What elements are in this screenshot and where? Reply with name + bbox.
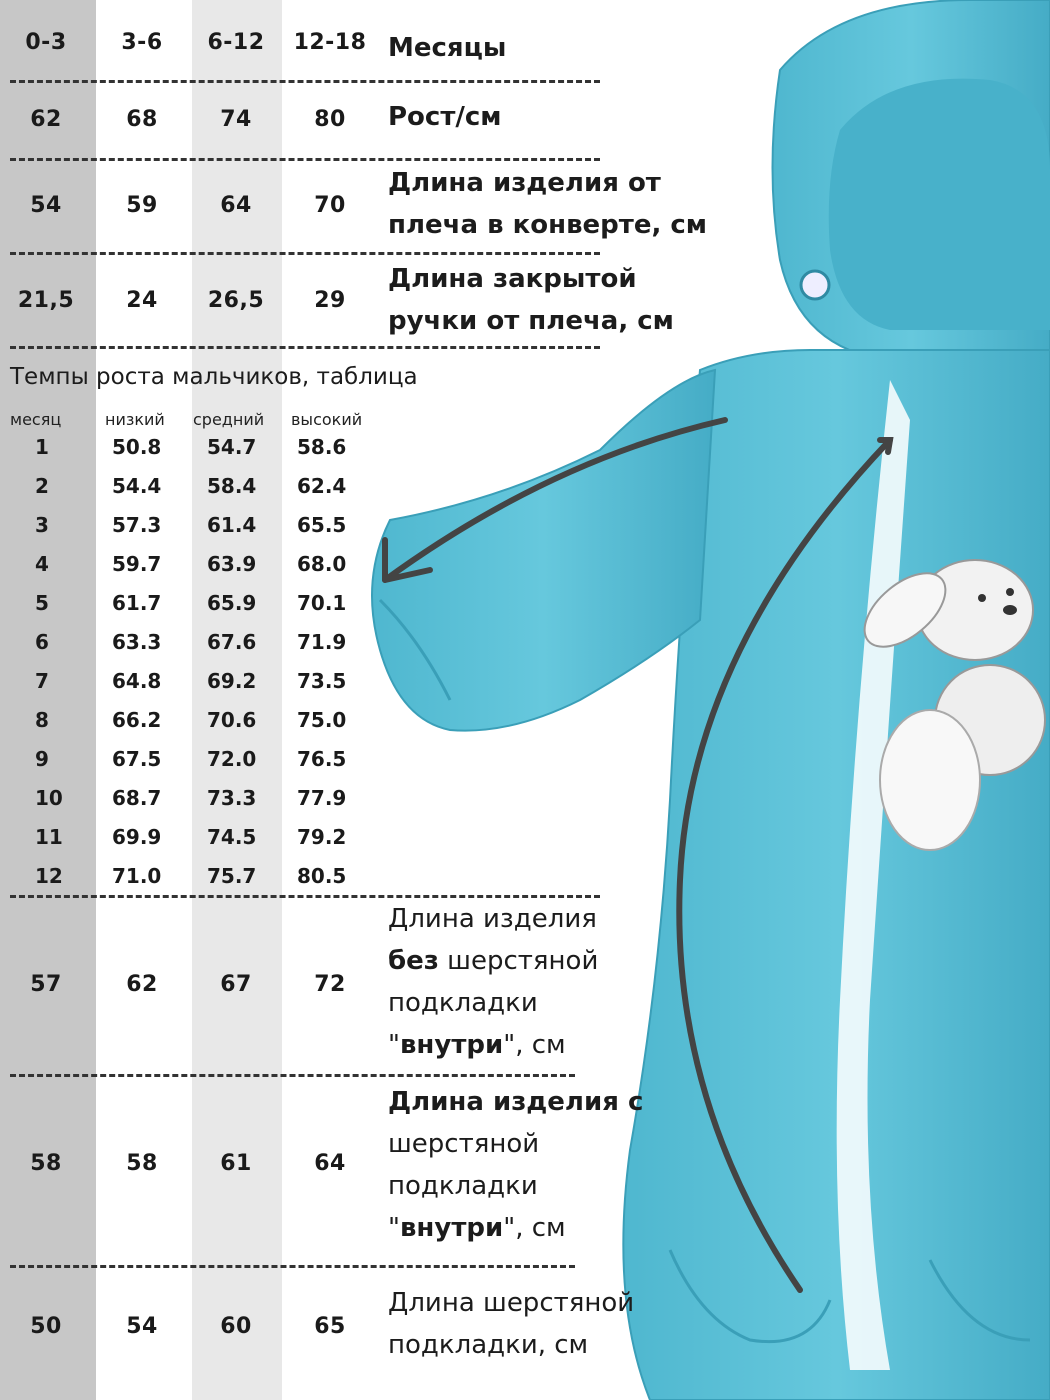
growth-cell: 57.3: [112, 513, 162, 537]
growth-cell: 75.0: [297, 708, 347, 732]
growth-row: [0, 708, 380, 747]
growth-cell: 73.3: [207, 786, 257, 810]
growth-cell: 50.8: [112, 435, 162, 459]
growth-cell: 11: [35, 825, 63, 849]
cell: 54: [126, 1314, 158, 1339]
divider: [10, 1074, 575, 1077]
label-line: ручки от плеча, см: [388, 306, 674, 336]
growth-cell: 68.0: [297, 552, 347, 576]
cell: 62: [30, 107, 62, 132]
label-line: Длина изделия: [388, 904, 597, 934]
growth-cell: 4: [35, 552, 49, 576]
cell: 60: [220, 1314, 252, 1339]
label-line: [388, 940, 708, 982]
cell: 80: [314, 107, 346, 132]
growth-cell: 70.6: [207, 708, 257, 732]
lining-label: [388, 1282, 708, 1366]
label-bold: внутри: [399, 1030, 504, 1060]
growth-cell: 10: [35, 786, 63, 810]
growth-header-high: высокий: [291, 410, 363, 429]
growth-row: [0, 786, 380, 825]
label-text: ", см: [503, 1213, 566, 1243]
cell: 67: [220, 972, 252, 997]
cell: 68: [126, 107, 158, 132]
growth-cell: 71.0: [112, 864, 162, 888]
growth-row: [0, 513, 380, 552]
cell: 65: [314, 1314, 346, 1339]
label-text: ", см: [503, 1030, 566, 1060]
label-line: Длина закрытой: [388, 264, 637, 294]
growth-cell: 66.2: [112, 708, 162, 732]
growth-cell: 70.1: [297, 591, 347, 615]
divider: [10, 252, 600, 255]
growth-row: [0, 552, 380, 591]
growth-cell: 6: [35, 630, 49, 654]
label-line: шерстяной: [388, 1129, 540, 1159]
label-bold: внутри: [399, 1213, 504, 1243]
growth-cell: 75.7: [207, 864, 257, 888]
growth-row: [0, 747, 380, 786]
label-line: Длина изделия с: [388, 1087, 644, 1117]
cell: 26,5: [207, 288, 265, 313]
growth-row: [0, 591, 380, 630]
cell: 54: [30, 193, 62, 218]
cell: 58: [30, 1151, 62, 1176]
cell: 3-6: [121, 30, 163, 55]
label-line: [388, 1024, 708, 1066]
growth-cell: 12: [35, 864, 63, 888]
growth-cell: 61.4: [207, 513, 257, 537]
cell: 59: [126, 193, 158, 218]
growth-cell: 77.9: [297, 786, 347, 810]
cell: 74: [220, 107, 252, 132]
cell: 62: [126, 972, 158, 997]
growth-cell: 7: [35, 669, 49, 693]
cell: 24: [126, 288, 158, 313]
growth-cell: 72.0: [207, 747, 257, 771]
growth-cell: 5: [35, 591, 49, 615]
growth-row: [0, 669, 380, 708]
cell: 72: [314, 972, 346, 997]
growth-cell: 63.3: [112, 630, 162, 654]
growth-cell: 1: [35, 435, 49, 459]
growth-cell: 74.5: [207, 825, 257, 849]
cell: 57: [30, 972, 62, 997]
growth-cell: 69.2: [207, 669, 257, 693]
growth-cell: 2: [35, 474, 49, 498]
growth-cell: 68.7: [112, 786, 162, 810]
cell: 58: [126, 1151, 158, 1176]
growth-cell: 64.8: [112, 669, 162, 693]
growth-cell: 59.7: [112, 552, 162, 576]
growth-row: [0, 825, 380, 864]
cell: 50: [30, 1314, 62, 1339]
growth-cell: 79.2: [297, 825, 347, 849]
growth-cell: 62.4: [297, 474, 347, 498]
label-line: подкладки: [388, 988, 538, 1018]
divider: [10, 1265, 575, 1268]
label-line: Длина изделия от: [388, 168, 661, 198]
cell: 12-18: [293, 30, 367, 55]
growth-cell: 58.6: [297, 435, 347, 459]
label-line: подкладки: [388, 1171, 538, 1201]
growth-cell: 67.5: [112, 747, 162, 771]
growth-cell: 73.5: [297, 669, 347, 693]
label-line: подкладки, см: [388, 1330, 589, 1360]
divider: [10, 158, 600, 161]
growth-cell: 67.6: [207, 630, 257, 654]
label-line: [388, 1207, 708, 1249]
growth-cell: 71.9: [297, 630, 347, 654]
growth-cell: 80.5: [297, 864, 347, 888]
growth-row: [0, 435, 380, 474]
divider: [10, 80, 600, 83]
label-line: плеча в конверте, см: [388, 210, 708, 240]
length-envelope-label: [388, 162, 708, 246]
closed-hand-label: [388, 258, 708, 342]
without-lining-label: [388, 898, 708, 1066]
growth-cell: 65.5: [297, 513, 347, 537]
growth-cell: 65.9: [207, 591, 257, 615]
growth-cell: 69.9: [112, 825, 162, 849]
cell: 0-3: [25, 30, 67, 55]
growth-cell: 61.7: [112, 591, 162, 615]
height-label: Рост/см: [388, 102, 502, 132]
label-line: Длина шерстяной: [388, 1288, 635, 1318]
growth-header-month: месяц: [10, 410, 62, 429]
growth-header-mid: средний: [193, 410, 265, 429]
cell: 70: [314, 193, 346, 218]
label-text: шерстяной: [438, 946, 599, 976]
growth-cell: 63.9: [207, 552, 257, 576]
label-text: ": [388, 1030, 400, 1060]
cell: 21,5: [17, 288, 75, 313]
label-text: ": [388, 1213, 400, 1243]
growth-cell: 54.7: [207, 435, 257, 459]
growth-cell: 54.4: [112, 474, 162, 498]
cell: 61: [220, 1151, 252, 1176]
growth-table-title: Темпы роста мальчиков, таблица: [10, 364, 418, 390]
cell: 64: [220, 193, 252, 218]
growth-cell: 76.5: [297, 747, 347, 771]
growth-row: [0, 474, 380, 513]
cell: 29: [314, 288, 346, 313]
cell: 64: [314, 1151, 346, 1176]
growth-cell: 58.4: [207, 474, 257, 498]
growth-cell: 3: [35, 513, 49, 537]
growth-header-low: низкий: [105, 410, 165, 429]
months-label: Месяцы: [388, 33, 507, 63]
growth-row: [0, 630, 380, 669]
cell: 6-12: [207, 30, 265, 55]
with-lining-label: [388, 1081, 708, 1249]
growth-cell: 8: [35, 708, 49, 732]
divider: [10, 346, 600, 349]
label-bold: без: [388, 946, 439, 976]
growth-cell: 9: [35, 747, 49, 771]
